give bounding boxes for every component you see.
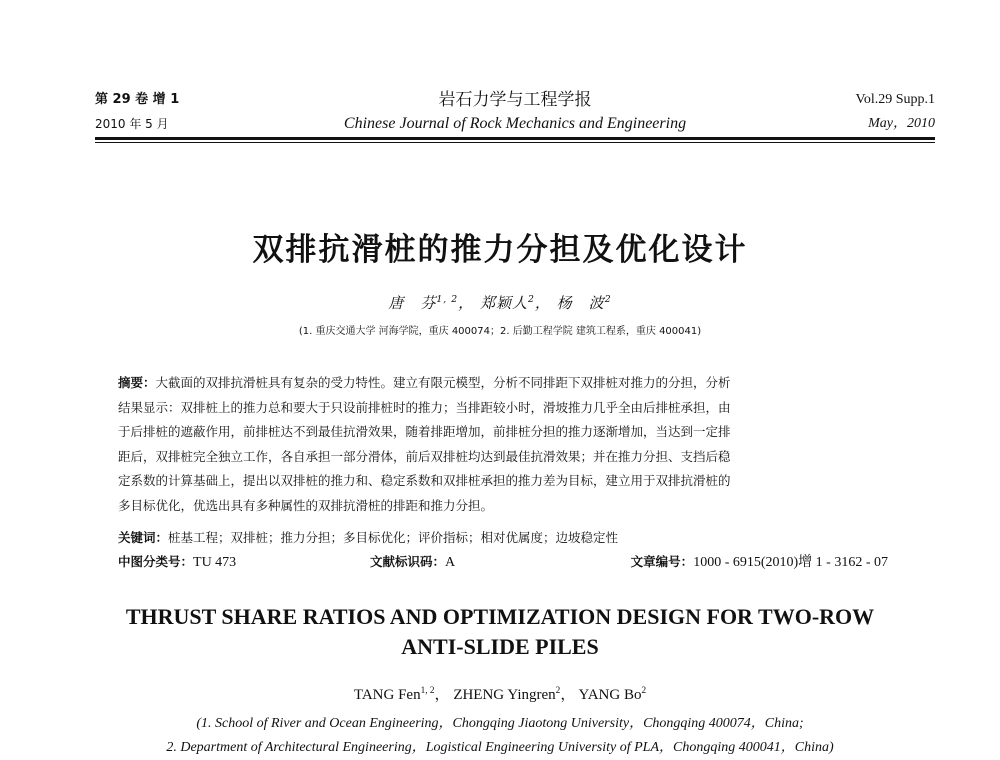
paper-title-cn: 双排抗滑桩的推力分担及优化设计 xyxy=(252,232,748,268)
clc-number: 中图分类号：TU 473 xyxy=(118,554,237,570)
author-en: ZHENG Yingren$^2$， xyxy=(453,686,576,703)
abstract-line: 距后，双排桩完全独立工作，各自承担一部分滑体，前后双排桩均达到最佳抗滑效果；并在推力分担、支挡后稳 xyxy=(118,448,731,464)
affiliation-en-line: 2. Department of Architectural Engineering，Logistical Engineering University of PLA，Chongqing 400041，China) xyxy=(166,740,834,755)
journal-name-en: Chinese Journal of Rock Mechanics and Engineering xyxy=(343,115,687,132)
journal-title-block xyxy=(95,88,935,136)
header-rule-thick xyxy=(95,137,935,140)
header-rule-thin xyxy=(95,142,935,143)
article-number: 文章编号：1000 - 6915(2010)增 1 - 3162 - 07 xyxy=(630,554,888,570)
abstract-cn xyxy=(118,371,888,519)
volume-en: Vol.29 Supp.1 xyxy=(855,92,935,107)
author-list-en xyxy=(0,683,1000,704)
issue-info-cn xyxy=(95,88,179,136)
author-cn: 唐 芬$^{1, 2}$， xyxy=(388,294,475,312)
affiliation-cn: (1. 重庆交通大学 河海学院，重庆 400074；2. 后勤工程学院 建筑工程系，重庆 400041) xyxy=(298,326,702,337)
author-cn: 郑颖人$^2$， xyxy=(479,294,551,312)
abstract-line: 于后排桩的遮蔽作用，前排桩达不到最佳抗滑效果，随着排距增加，前排桩分担的推力逐渐增加，当达到一定排 xyxy=(118,424,731,440)
abstract-line: 结果显示：双排桩上的推力总和要大于只设前排桩时的推力；当排距较小时，滑坡推力几乎全由后排桩承担，由 xyxy=(118,399,731,415)
date-cn: 2010 年 5 月 xyxy=(95,117,169,131)
abstract-line: 摘要：大截面的双排抗滑桩具有复杂的受力特性。建立有限元模型，分析不同排距下双排桩对推力的分担，分析 xyxy=(118,375,731,390)
abstract-line: 多目标优化，优选出具有多种属性的双排抗滑桩的排距和推力分担。 xyxy=(118,497,494,513)
paper-title-en xyxy=(0,602,1000,662)
affiliation-en xyxy=(0,712,1000,760)
volume-cn: 第 29 卷 增 1 xyxy=(95,92,180,107)
abstract-line: 定系数的计算基础上，提出以双排桩的推力和、稳定系数和双排桩承担的推力差为目标，建立用于双排抗滑桩的 xyxy=(118,473,731,489)
author-cn: 杨 波$^2$ xyxy=(556,294,612,312)
keywords-cn xyxy=(118,527,888,549)
date-en: May，2010 xyxy=(868,116,935,131)
abstract-label: 摘要： xyxy=(118,375,156,390)
document-code: 文献标识码：A xyxy=(370,554,456,570)
author-en: YANG Bo$^2$ xyxy=(578,686,647,703)
classification-line xyxy=(118,551,888,573)
affiliation-en-line: (1. School of River and Ocean Engineering，Chongqing Jiaotong University，Chongqing 400074，China; xyxy=(196,716,804,731)
keywords-label: 关键词： xyxy=(118,530,169,545)
author-list-cn xyxy=(0,292,1000,313)
running-header xyxy=(95,88,935,136)
issue-info-en xyxy=(856,88,935,136)
keywords-text: 桩基工程；双排桩；推力分担；多目标优化；评价指标；相对优属度；边坡稳定性 xyxy=(168,530,619,545)
title-en-line: ANTI-SLIDE PILES xyxy=(401,634,599,659)
journal-name-cn: 岩石力学与工程学报 xyxy=(438,90,592,110)
author-en: TANG Fen$^{1, 2}$， xyxy=(353,686,450,703)
title-en-line: THRUST SHARE RATIOS AND OPTIMIZATION DESIGN FOR TWO-ROW xyxy=(125,604,875,629)
